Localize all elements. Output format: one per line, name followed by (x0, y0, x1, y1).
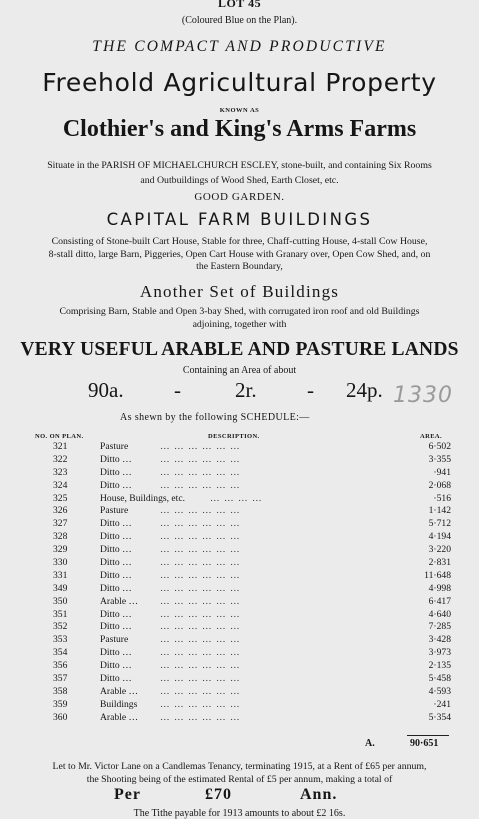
lands-heading: VERY USEFUL ARABLE AND PASTURE LANDS (20, 339, 459, 360)
area-perches: 24p. (346, 378, 383, 402)
table-row (0, 467, 479, 480)
plan-number: 326 (53, 505, 68, 517)
description: Arable … (100, 685, 139, 697)
leader-dots: … … … … … … (160, 685, 241, 697)
header-area: AREA. (420, 433, 443, 440)
tithe-line: The Tithe payable for 1913 amounts to about £2 16s. (133, 808, 346, 819)
table-row (0, 493, 479, 506)
plan-number: 322 (53, 453, 68, 465)
situate-line-1: Situate in the PARISH OF MICHAELCHURCH ESCLEY, stone-built, and containing Six Rooms (47, 160, 432, 171)
description: Arable … (100, 711, 139, 723)
description: Arable … (100, 595, 139, 607)
area-dash-2: - (307, 378, 314, 402)
description: Buildings (100, 698, 138, 710)
table-row (0, 712, 479, 725)
table-row (0, 583, 479, 596)
area-value: 6·417 (428, 595, 451, 607)
area-value: 3·220 (428, 544, 451, 556)
total-area: 90·651 (410, 738, 439, 749)
plan-number: 356 (53, 660, 68, 672)
containing-line: Containing an Area of about (182, 365, 297, 376)
leader-dots: … … … … … … (160, 660, 241, 672)
area-value: 5·354 (428, 711, 451, 723)
area-value: ·516 (433, 492, 451, 504)
capital-buildings-heading: CAPITAL FARM BUILDINGS (106, 210, 373, 229)
schedule-intro: As shewn by the following SCHEDULE:— (120, 412, 310, 423)
description: Ditto … (100, 608, 132, 620)
plan-number: 351 (53, 608, 68, 620)
leader-dots: … … … … … … (160, 505, 241, 517)
area-value: ·241 (433, 698, 451, 710)
area-value: 4·640 (428, 608, 451, 620)
situate-paragraph (0, 158, 479, 188)
leader-dots: … … … … … … (160, 698, 241, 710)
consisting-line-3: the Eastern Boundary, (196, 261, 283, 273)
area-value: 5·712 (428, 518, 451, 530)
area-value: ·941 (433, 466, 451, 478)
plan-number: 321 (53, 441, 68, 452)
leader-dots: … … … … … … (160, 441, 241, 452)
comprising-line-1: Comprising Barn, Stable and Open 3-bay Shed, with corrugated iron roof and old Buildings (59, 306, 420, 317)
table-row (0, 544, 479, 557)
farms-title: Clothier's and King's Arms Farms (62, 116, 417, 142)
table-row (0, 518, 479, 531)
plan-number: 327 (53, 518, 68, 530)
table-row (0, 634, 479, 647)
leader-dots: … … … … … … (160, 673, 241, 685)
area-value: 11·648 (424, 569, 451, 581)
leader-dots: … … … … … … (160, 621, 241, 633)
garden-heading: GOOD GARDEN. (194, 191, 285, 203)
handwritten-note: 1330 (393, 383, 453, 408)
table-row (0, 647, 479, 660)
description: Ditto … (100, 479, 132, 491)
compact-heading: THE COMPACT AND PRODUCTIVE (92, 38, 387, 55)
description: Ditto … (100, 518, 132, 530)
description: Ditto … (100, 582, 132, 594)
plan-number: 350 (53, 595, 68, 607)
leader-dots: … … … … (210, 492, 263, 504)
description: Ditto … (100, 621, 132, 633)
area-value: 3·355 (428, 453, 451, 465)
consisting-line-1: Consisting of Stone-built Cart House, Stable for three, Chaff-cutting House, 4-stall Cow House, (51, 236, 428, 247)
leader-dots: … … … … … … (160, 453, 241, 465)
plan-number: 352 (53, 621, 68, 633)
plan-number: 331 (53, 569, 68, 581)
tenancy-line-2: the Shooting being of the estimated Rental of £5 per annum, making a total of (86, 773, 393, 785)
description: Ditto … (100, 647, 132, 659)
description: Ditto … (100, 673, 132, 685)
area-value: 3·428 (428, 634, 451, 646)
lot-number: LOT 45 (217, 0, 262, 10)
leader-dots: … … … … … … (160, 531, 241, 543)
area-value: 4·194 (428, 531, 451, 543)
colour-note: (Coloured Blue on the Plan). (181, 15, 298, 26)
area-value: 4·998 (428, 582, 451, 594)
header-description: DESCRIPTION. (208, 433, 260, 440)
table-row (0, 570, 479, 583)
table-row (0, 505, 479, 518)
leader-dots: … … … … … … (160, 569, 241, 581)
leader-dots: … … … … … … (160, 595, 241, 607)
plan-number: 323 (53, 466, 68, 478)
description: Ditto … (100, 453, 132, 465)
plan-number: 358 (53, 685, 68, 697)
area-value: 2·068 (428, 479, 451, 491)
leader-dots: … … … … … … (160, 479, 241, 491)
plan-number: 324 (53, 479, 68, 491)
leader-dots: … … … … … … (160, 608, 241, 620)
table-row (0, 596, 479, 609)
leader-dots: … … … … … … (160, 466, 241, 478)
area-value: 1·142 (428, 505, 451, 517)
leader-dots: … … … … … … (160, 518, 241, 530)
plan-number: 353 (53, 634, 68, 646)
tenancy-paragraph (0, 761, 479, 786)
property-title: Freehold Agricultural Property (42, 68, 437, 97)
table-row (0, 660, 479, 673)
description: Ditto … (100, 544, 132, 556)
plan-number: 360 (53, 711, 68, 723)
leader-dots: … … … … … … (160, 544, 241, 556)
consisting-line-2: 8-stall ditto, large Barn, Piggeries, Open Cart House with Granary over, Open Cow Shed, and, on (48, 248, 431, 260)
another-buildings-heading: Another Set of Buildings (139, 282, 340, 301)
area-value: 6·502 (428, 441, 451, 452)
leader-dots: … … … … … … (160, 711, 241, 723)
comprising-paragraph (0, 306, 479, 331)
rent-amount: £70 (205, 786, 232, 803)
plan-number: 329 (53, 544, 68, 556)
table-row (0, 557, 479, 570)
rent-per: Per (114, 786, 141, 803)
plan-number: 330 (53, 557, 68, 569)
plan-number: 357 (53, 673, 68, 685)
area-value: 7·285 (428, 621, 451, 633)
situate-line-2: and Outbuildings of Wood Shed, Earth Closet, etc. (140, 175, 339, 186)
leader-dots: … … … … … … (160, 582, 241, 594)
description: Pasture (100, 505, 129, 517)
plan-number: 359 (53, 698, 68, 710)
table-row (0, 686, 479, 699)
rent-ann: Ann. (300, 786, 338, 803)
leader-dots: … … … … … … (160, 634, 241, 646)
table-row (0, 454, 479, 467)
table-row (0, 531, 479, 544)
area-value: 3·973 (428, 647, 451, 659)
plan-number: 328 (53, 531, 68, 543)
area-dash-1: - (174, 378, 181, 402)
leader-dots: … … … … … … (160, 557, 241, 569)
plan-number: 325 (53, 492, 68, 504)
area-value: 5·458 (428, 673, 451, 685)
comprising-line-2: adjoining, together with (192, 318, 287, 330)
area-value: 2·831 (428, 557, 451, 569)
description: Pasture (100, 634, 129, 646)
area-acres: 90a. (88, 378, 124, 402)
area-value: 4·593 (428, 685, 451, 697)
table-row (0, 441, 479, 454)
table-row (0, 673, 479, 686)
total-label: A. (365, 738, 375, 749)
description: Ditto … (100, 466, 132, 478)
plan-number: 354 (53, 647, 68, 659)
description: Ditto … (100, 557, 132, 569)
schedule-table (0, 441, 479, 725)
leader-dots: … … … … … … (160, 647, 241, 659)
table-row (0, 699, 479, 712)
consisting-paragraph (0, 236, 479, 274)
tenancy-line-1: Let to Mr. Victor Lane on a Candlemas Tenancy, terminating 1915, at a Rent of £65 per annum, (52, 761, 427, 772)
area-roods: 2r. (235, 378, 257, 402)
description: Pasture (100, 441, 129, 452)
area-value: 2·135 (428, 660, 451, 672)
description: Ditto … (100, 569, 132, 581)
description: Ditto … (100, 660, 132, 672)
known-as-label: KNOWN AS (219, 107, 260, 114)
table-row (0, 609, 479, 622)
description: House, Buildings, etc. (100, 492, 186, 504)
description: Ditto … (100, 531, 132, 543)
table-row (0, 480, 479, 493)
header-no-on-plan: NO. ON PLAN. (35, 433, 84, 440)
plan-number: 349 (53, 582, 68, 594)
table-row (0, 621, 479, 634)
total-rule (407, 735, 449, 736)
